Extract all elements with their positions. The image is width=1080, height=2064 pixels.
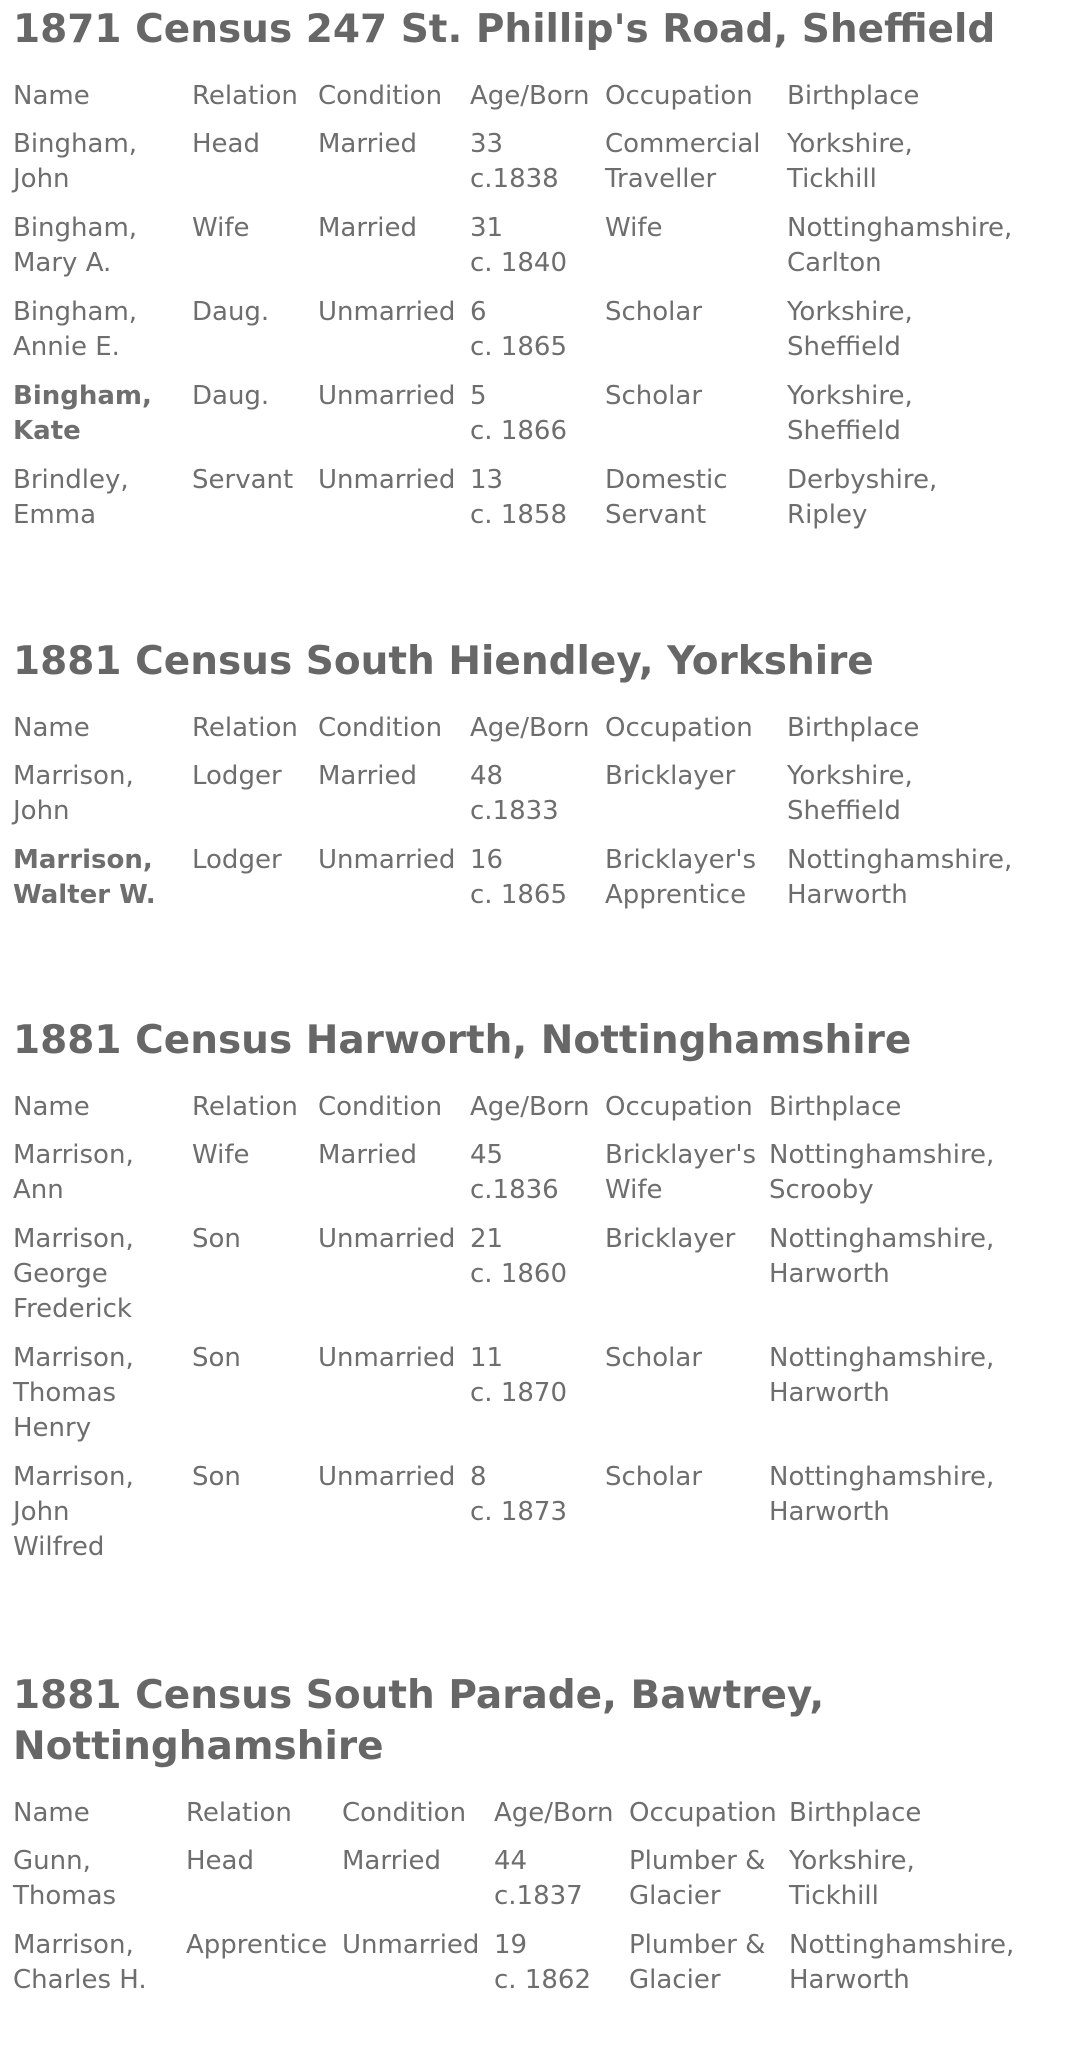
- table-row: [13, 843, 1012, 927]
- census-section-1881-bawtrey: [13, 1670, 1063, 2012]
- cell-birthplace: Yorkshire, Tickhill: [789, 1846, 915, 1911]
- cell-age-born: 45 c.1836: [470, 1140, 559, 1205]
- header-occupation: Occupation: [605, 81, 753, 111]
- cell-name: Marrison, John Wilfred: [13, 1462, 134, 1562]
- header-name: Name: [13, 81, 90, 111]
- cell-age-born: 16 c. 1865: [470, 845, 567, 910]
- table-row: [13, 295, 1012, 379]
- table-row: [13, 1928, 1014, 2012]
- cell-name: Marrison, Thomas Henry: [13, 1343, 134, 1443]
- cell-name: Marrison, George Frederick: [13, 1224, 134, 1324]
- census-section-1881-south-hiendley: [13, 636, 1017, 927]
- table-header-row: [13, 79, 1012, 127]
- header-age-born: Age/Born: [494, 1798, 614, 1828]
- header-name: Name: [13, 713, 90, 743]
- table-header-row: [13, 1796, 1014, 1844]
- census-table: [8, 79, 1017, 547]
- cell-condition: Unmarried: [318, 1462, 456, 1492]
- cell-relation: Head: [186, 1846, 254, 1876]
- cell-birthplace: Yorkshire, Tickhill: [787, 129, 913, 194]
- header-relation: Relation: [192, 713, 298, 743]
- cell-relation: Daug.: [192, 381, 270, 411]
- header-age-born: Age/Born: [470, 1092, 590, 1122]
- cell-relation: Son: [192, 1224, 241, 1254]
- cell-birthplace: Nottinghamshire, Harworth: [769, 1224, 995, 1289]
- cell-birthplace: Yorkshire, Sheffield: [787, 381, 913, 446]
- table-row: [13, 759, 1012, 843]
- cell-age-born: 48 c.1833: [470, 761, 559, 826]
- cell-birthplace: Nottinghamshire, Scrooby: [769, 1140, 995, 1205]
- cell-condition: Married: [342, 1846, 442, 1876]
- cell-condition: Unmarried: [318, 381, 456, 411]
- header-birthplace: Birthplace: [787, 713, 920, 743]
- cell-relation: Head: [192, 129, 260, 159]
- cell-name: Marrison, John: [13, 761, 134, 826]
- cell-relation: Daug.: [192, 297, 270, 327]
- cell-occupation: Bricklayer: [605, 761, 736, 791]
- census-table: [8, 1090, 999, 1579]
- census-table: [8, 711, 1017, 927]
- cell-birthplace: Derbyshire, Ripley: [787, 465, 938, 530]
- section-title: 1881 Census South Hiendley, Yorkshire: [13, 639, 874, 684]
- cell-occupation: Wife: [605, 213, 663, 243]
- header-birthplace: Birthplace: [789, 1798, 922, 1828]
- header-name: Name: [13, 1092, 90, 1122]
- header-relation: Relation: [192, 1092, 298, 1122]
- cell-occupation: Commercial Traveller: [605, 129, 761, 194]
- cell-relation: Apprentice: [186, 1930, 328, 1960]
- cell-age-born: 13 c. 1858: [470, 465, 567, 530]
- table-row: [13, 1341, 994, 1460]
- cell-relation: Servant: [192, 465, 294, 495]
- cell-occupation: Scholar: [605, 1343, 703, 1373]
- header-relation: Relation: [192, 81, 298, 111]
- cell-age-born: 19 c. 1862: [494, 1930, 591, 1995]
- cell-birthplace: Yorkshire, Sheffield: [787, 297, 913, 362]
- cell-condition: Unmarried: [318, 1343, 456, 1373]
- header-condition: Condition: [318, 81, 443, 111]
- cell-occupation: Bricklayer's Wife: [605, 1140, 757, 1205]
- cell-condition: Married: [318, 213, 418, 243]
- cell-occupation: Bricklayer's Apprentice: [605, 845, 757, 910]
- cell-birthplace: Nottinghamshire, Harworth: [769, 1462, 995, 1527]
- cell-age-born: 33 c.1838: [470, 129, 559, 194]
- cell-occupation: Scholar: [605, 381, 703, 411]
- cell-condition: Unmarried: [318, 465, 456, 495]
- cell-birthplace: Yorkshire, Sheffield: [787, 761, 913, 826]
- table-row: [13, 1138, 994, 1222]
- table-row: [13, 127, 1012, 211]
- header-birthplace: Birthplace: [787, 81, 920, 111]
- cell-age-born: 6 c. 1865: [470, 297, 567, 362]
- section-title: 1881 Census Harworth, Nottinghamshire: [13, 1018, 912, 1063]
- cell-name: Bingham, Annie E.: [13, 297, 138, 362]
- cell-name: Marrison, Charles H.: [13, 1930, 147, 1995]
- cell-birthplace: Nottinghamshire, Harworth: [789, 1930, 1015, 1995]
- header-occupation: Occupation: [605, 713, 753, 743]
- cell-name: Brindley, Emma: [13, 465, 129, 530]
- cell-birthplace: Nottinghamshire, Harworth: [787, 845, 1013, 910]
- cell-condition: Married: [318, 1140, 418, 1170]
- table-row: [13, 211, 1012, 295]
- cell-occupation: Bricklayer: [605, 1224, 736, 1254]
- section-title: 1881 Census South Parade, Bawtrey, Nottinghamshire: [13, 1673, 825, 1769]
- cell-occupation: Domestic Servant: [605, 465, 728, 530]
- header-relation: Relation: [186, 1798, 292, 1828]
- cell-relation: Lodger: [192, 845, 282, 875]
- cell-condition: Unmarried: [342, 1930, 480, 1960]
- header-occupation: Occupation: [605, 1092, 753, 1122]
- cell-age-born: 44 c.1837: [494, 1846, 583, 1911]
- table-row: [13, 1222, 994, 1341]
- section-title: 1871 Census 247 St. Phillip's Road, Sheffield: [13, 7, 996, 52]
- cell-condition: Unmarried: [318, 845, 456, 875]
- cell-occupation: Plumber & Glacier: [629, 1930, 766, 1995]
- cell-occupation: Plumber & Glacier: [629, 1846, 766, 1911]
- header-condition: Condition: [318, 1092, 443, 1122]
- census-section-1881-harworth: [13, 1015, 999, 1579]
- cell-age-born: 21 c. 1860: [470, 1224, 567, 1289]
- cell-condition: Unmarried: [318, 297, 456, 327]
- cell-occupation: Scholar: [605, 1462, 703, 1492]
- table-row: [13, 463, 1012, 547]
- census-section-1871-sheffield: [13, 4, 1017, 547]
- cell-name: Marrison, Ann: [13, 1140, 134, 1205]
- cell-condition: Married: [318, 129, 418, 159]
- header-age-born: Age/Born: [470, 81, 590, 111]
- cell-age-born: 5 c. 1866: [470, 381, 567, 446]
- table-header-row: [13, 1090, 994, 1138]
- cell-name: Gunn, Thomas: [13, 1846, 117, 1911]
- cell-birthplace: Nottinghamshire, Harworth: [769, 1343, 995, 1408]
- header-occupation: Occupation: [629, 1798, 777, 1828]
- header-age-born: Age/Born: [470, 713, 590, 743]
- table-row: [13, 1844, 1014, 1928]
- table-header-row: [13, 711, 1012, 759]
- cell-name: Bingham, Mary A.: [13, 213, 138, 278]
- cell-condition: Married: [318, 761, 418, 791]
- cell-condition: Unmarried: [318, 1224, 456, 1254]
- cell-age-born: 11 c. 1870: [470, 1343, 567, 1408]
- cell-birthplace: Nottinghamshire, Carlton: [787, 213, 1013, 278]
- cell-occupation: Scholar: [605, 297, 703, 327]
- cell-relation: Wife: [192, 213, 250, 243]
- table-row: [13, 379, 1012, 463]
- cell-relation: Lodger: [192, 761, 282, 791]
- cell-name: Bingham, Kate: [13, 381, 152, 446]
- table-row: [13, 1460, 994, 1579]
- header-condition: Condition: [318, 713, 443, 743]
- header-condition: Condition: [342, 1798, 467, 1828]
- header-name: Name: [13, 1798, 90, 1828]
- cell-name: Bingham, John: [13, 129, 138, 194]
- cell-name: Marrison, Walter W.: [13, 845, 156, 910]
- cell-age-born: 8 c. 1873: [470, 1462, 567, 1527]
- cell-relation: Son: [192, 1343, 241, 1373]
- cell-relation: Wife: [192, 1140, 250, 1170]
- census-table: [8, 1796, 1019, 2012]
- cell-relation: Son: [192, 1462, 241, 1492]
- header-birthplace: Birthplace: [769, 1092, 902, 1122]
- cell-age-born: 31 c. 1840: [470, 213, 567, 278]
